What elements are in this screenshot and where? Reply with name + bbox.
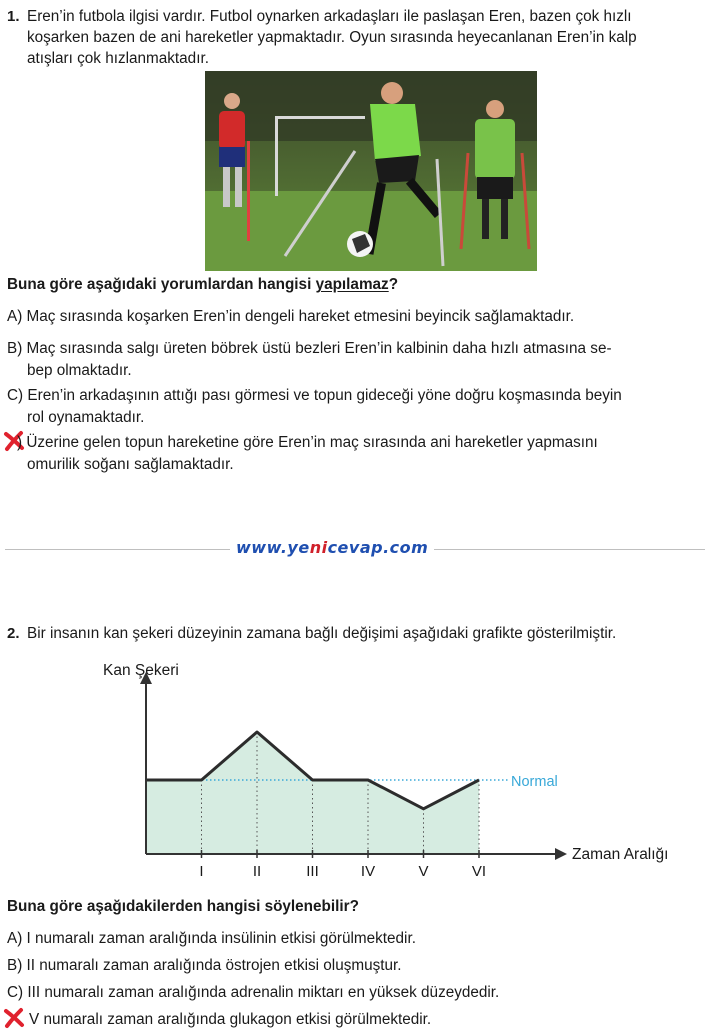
q1-option-d[interactable] — [17, 432, 707, 475]
x-axis-label: Zaman Aralığı — [572, 846, 669, 863]
brand-part3: cevap.com — [327, 538, 429, 557]
x-tick-label-III: III — [306, 863, 319, 880]
q1-number: 1. — [7, 8, 20, 25]
q1-option-d-line1: ) Üzerine gelen topun hareketine göre Eren’in maç sırasında ani hareketler yapmasını — [17, 434, 598, 451]
x-tick-label-I: I — [199, 863, 204, 880]
brand-watermark — [230, 538, 434, 557]
q1-option-a-line1: A) Maç sırasında koşarken Eren’in dengeli hareket etmesini beyincik sağlamaktadır. — [7, 308, 575, 325]
x-axis-arrow-icon — [555, 848, 567, 860]
brand-part1: www.ye — [236, 538, 310, 557]
q1-stem-line3: atışları çok hızlanmaktadır. — [27, 50, 209, 67]
q2-number: 2. — [7, 625, 20, 642]
q1-question — [7, 276, 398, 294]
q1-stem-line1: Eren’in futbola ilgisi vardır. Futbol oynarken arkadaşları ile paslaşan Eren, bazen çok hızlı — [27, 8, 632, 25]
x-tick-label-IV: IV — [360, 863, 376, 880]
q1-question-text: Buna göre aşağıdaki yorumlardan hangisi — [7, 276, 316, 293]
q2-question: Buna göre aşağıdakilerden hangisi söylenebilir? — [7, 898, 359, 915]
x-tick-label-V: V — [418, 863, 429, 880]
football-photo — [205, 71, 537, 271]
blood-sugar-chart — [0, 650, 709, 880]
q1-option-c-line1: C) Eren’in arkadaşının attığı pası görmesi ve topun gideceği yöne doğru koşmasında beyin — [7, 387, 622, 404]
q1-option-c[interactable] — [7, 385, 707, 428]
x-tick-label-II: II — [252, 863, 262, 880]
q1-option-c-line2: rol oynamaktadır. — [27, 408, 145, 426]
wrong-answer-cross-icon-2 — [3, 1007, 25, 1029]
chart-area-fill — [146, 732, 479, 854]
q1-option-d-line2: omurilik soğanı sağlamaktadır. — [27, 455, 234, 473]
q2-option-c[interactable]: C) III numaralı zaman aralığında adrenalin miktarı en yüksek düzeydedir. — [7, 984, 500, 1001]
q1-option-b-line1: B) Maç sırasında salgı üreten böbrek üstü bezleri Eren’in kalbinin daha hızlı atmasına se- — [7, 340, 612, 357]
q2-stem: Bir insanın kan şekeri düzeyinin zamana bağlı değişimi aşağıdaki grafikte gösterilmiştir. — [27, 625, 617, 642]
q2-option-b[interactable]: B) II numaralı zaman aralığında östrojen etkisi oluşmuştur. — [7, 957, 402, 974]
q1-question-keyword: yapılamaz — [315, 276, 389, 293]
x-tick-label-VI: VI — [471, 863, 487, 880]
q1-question-mark: ? — [388, 276, 399, 293]
y-axis-label: Kan Şekeri — [103, 662, 179, 679]
q1-option-b-line2: bep olmaktadır. — [27, 361, 132, 379]
q2-option-d[interactable]: V numaralı zaman aralığında glukagon etkisi görülmektedir. — [29, 1011, 432, 1028]
q1-stem-line2: koşarken bazen de ani hareketler yapmaktadır. Oyun sırasında heyecanlanan Eren’in kalp — [27, 29, 637, 46]
q2-option-a[interactable]: A) I numaralı zaman aralığında insülinin etkisi görülmektedir. — [7, 930, 416, 947]
normal-line-label: Normal — [511, 774, 558, 790]
q1-option-b[interactable] — [7, 338, 707, 381]
brand-part2: ni — [309, 538, 328, 557]
q1-option-a[interactable] — [7, 306, 574, 328]
